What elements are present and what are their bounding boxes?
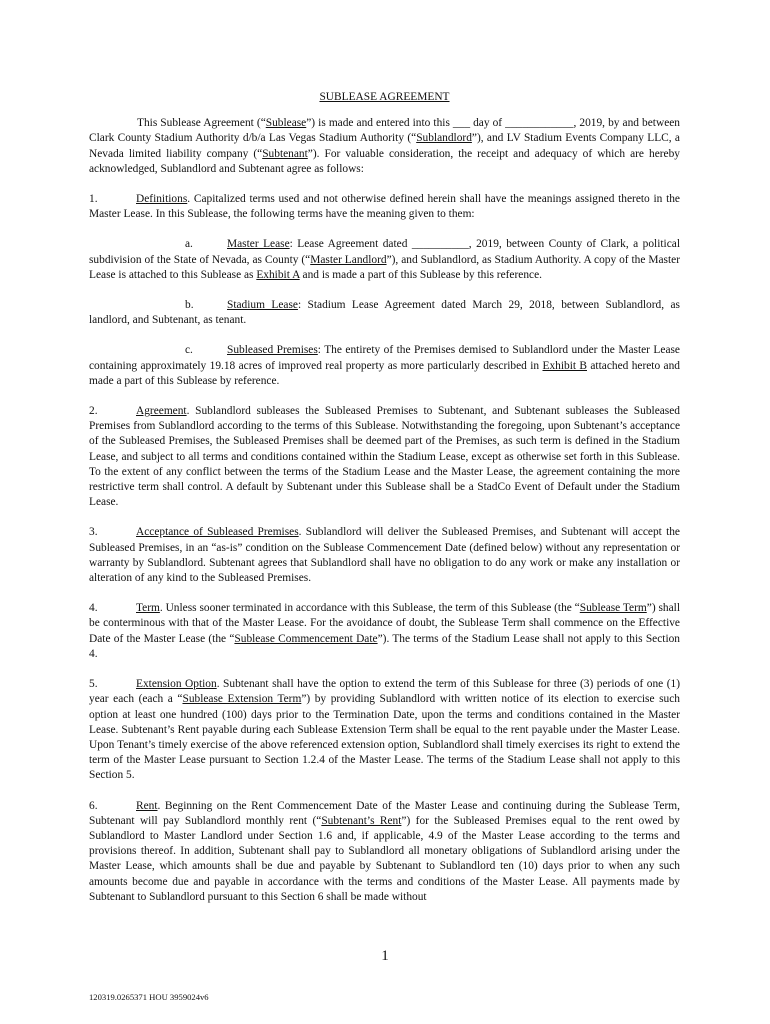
- defined-term: Sublandlord: [416, 132, 472, 145]
- section-number: 5.: [89, 678, 98, 691]
- subsection-text: attached hereto and made a part of this Sublease by reference.: [89, 359, 680, 387]
- section-number: 4.: [89, 602, 98, 615]
- intro-paragraph: [89, 116, 680, 177]
- section-5-extension-option: [89, 677, 680, 783]
- section-text: . Capitalized terms used and not otherwise defined herein shall have the meanings assigned thereto in the Master Lease. In this Sublease, the following terms have the meaning given to them:: [89, 193, 680, 221]
- subsection-1b-stadium-lease: [89, 298, 680, 328]
- section-text: . Subtenant shall have the option to extend the term of this Sublease for three (3) periods of one (1) year each (each a “: [89, 678, 681, 706]
- defined-term: Sublease Term: [579, 602, 647, 615]
- section-text: . Unless sooner terminated in accordance with this Sublease, the term of this Sublease (the “: [159, 602, 580, 615]
- section-text: . Beginning on the Rent Commencement Date of the Master Lease and continuing during the Sublease Term, Subtenant will pay Sublandlord monthly rent (“: [89, 799, 680, 827]
- subsection-letter: b.: [185, 299, 194, 312]
- section-text: ”). The terms of the Stadium Lease shall not apply to this Section 4.: [89, 632, 680, 660]
- section-number: 6.: [89, 799, 98, 812]
- subsection-text: : Lease Agreement dated __________, 2019, between County of Clark, a political subdivision of the State of Nevada, as County (“: [89, 238, 680, 266]
- defined-term: Subtenant’s Rent: [321, 814, 402, 827]
- section-text: ”) by providing Sublandlord with written notice of its election to exercise such option at least one hundred (100) days prior to the Termination Date, upon the terms and conditions contained in the Master Lease. Subtenant’s Rent payable during each Sublease Extension Term shall be equal to the rent payable under the Master Lease. Upon Tenant’s timely exercise of the above referenced extension option, Sublandlord shall timely exercises its right to extend the term of the Master Lease pursuant to Section 1.2.4 of the Master Lease. The terms of the Stadium Lease shall not apply to this Section 5.: [89, 693, 680, 782]
- section-3-acceptance: [89, 525, 680, 586]
- section-text: ”) shall be conterminous with that of the Master Lease. For the avoidance of doubt, the Sublease Term shall commence on the Effective Date of the Master Lease (the “: [89, 602, 680, 645]
- document-footer-id: 120319.0265371 HOU 3959024v6: [89, 992, 209, 1002]
- section-number: 3.: [89, 526, 98, 539]
- subsection-letter: c.: [185, 344, 193, 357]
- section-heading: Definitions: [136, 193, 188, 206]
- subsection-heading: Stadium Lease: [227, 299, 298, 312]
- document-body: [89, 90, 680, 920]
- defined-term: Subtenant: [262, 147, 308, 160]
- subsection-text: ”), and Sublandlord, as Stadium Authority. A copy of the Master Lease is attached to this Sublease as: [89, 253, 681, 281]
- exhibit-reference: Exhibit A: [256, 268, 300, 281]
- document-title: SUBLEASE AGREEMENT: [319, 91, 450, 103]
- defined-term: Sublease Commencement Date: [234, 632, 378, 645]
- section-2-agreement: [89, 404, 680, 510]
- intro-text: ”) is made and entered into this ___ day of ____________, 2019, by and between Clark County Stadium Authority d/b/a Las Vegas Stadium Authority (“: [89, 117, 680, 145]
- subsection-1a-master-lease: [89, 237, 680, 283]
- section-heading: Acceptance of Subleased Premises: [136, 526, 299, 539]
- defined-term: Sublease Extension Term: [182, 693, 302, 706]
- section-heading: Extension Option: [136, 678, 217, 691]
- section-1-definitions: [89, 192, 680, 222]
- defined-term: Master Landlord: [310, 253, 387, 266]
- section-text: . Sublandlord subleases the Subleased Premises to Subtenant, and Subtenant subleases the Subleased Premises from Sublandlord according to the terms of this Sublease. Notwithstanding the foregoing, upon Subtenant’s acceptance of the Subleased Premises, the Subleased Premises shall be deemed part of the Premises, as such term is defined in the Stadium Lease, and subject to all terms and conditions contained within the Stadium Lease, except as otherwise set forth in this Sublease. To the extent of any conflict between the terms of the Stadium Lease and the Master Lease, the agreement containing the more restrictive term shall control. A default by Subtenant under this Sublease shall be a StadCo Event of Default under the Stadium Lease.: [89, 405, 680, 509]
- subsection-heading: Master Lease: [227, 238, 290, 251]
- subsection-text: and is made a part of this Sublease by this reference.: [299, 268, 542, 281]
- section-text: . Sublandlord will deliver the Subleased Premises, and Subtenant will accept the Subleased Premises, in an “as-is” condition on the Sublease Commencement Date (defined below) without any representation or warranty by Sublandlord. Subtenant agrees that Sublandlord shall have no obligation to do any work or make any installation or alteration of any kind to the Subleased Premises.: [89, 526, 680, 585]
- subsection-letter: a.: [185, 238, 193, 251]
- section-number: 1.: [89, 193, 98, 206]
- section-heading: Term: [136, 602, 160, 615]
- subsection-heading: Subleased Premises: [227, 344, 318, 357]
- section-text: ”) for the Subleased Premises equal to the rent owed by Sublandlord to Master Landlord under Section 1.6 and, if applicable, 4.9 of the Master Lease according to the terms and provisions thereof. In addition, Subtenant shall pay to Sublandlord all monetary obligations of Sublandlord arising under the Master Lease, which amounts shall be due and payable by Subtenant to Sublandlord ten (10) days prior to when any such amounts become due and payable in accordance with the terms and conditions of the Master Lease. All payments made by Subtenant to Sublandlord pursuant to this Section 6 shall be made without: [89, 814, 680, 903]
- subsection-text: : Stadium Lease Agreement dated March 29, 2018, between Sublandlord, as landlord, and Subtenant, as tenant.: [89, 299, 680, 327]
- intro-text: This Sublease Agreement (“: [137, 117, 266, 130]
- subsection-1c-subleased-premises: [89, 343, 680, 389]
- page-number: 1: [381, 948, 389, 964]
- section-6-rent: [89, 799, 680, 905]
- intro-text: ”). For valuable consideration, the receipt and adequacy of which are hereby acknowledged, Sublandlord and Subtenant agree as follows:: [89, 147, 680, 175]
- section-heading: Rent: [136, 799, 158, 812]
- section-heading: Agreement: [136, 405, 187, 418]
- section-number: 2.: [89, 405, 98, 418]
- section-4-term: [89, 601, 680, 662]
- subsection-text: : The entirety of the Premises demised to Sublandlord under the Master Lease containing approximately 19.18 acres of improved real property as more particularly described in: [89, 344, 680, 372]
- intro-text: ”), and LV Stadium Events Company LLC, a Nevada limited liability company (“: [89, 132, 680, 160]
- defined-term: Sublease: [265, 117, 307, 130]
- exhibit-reference: Exhibit B: [542, 359, 587, 372]
